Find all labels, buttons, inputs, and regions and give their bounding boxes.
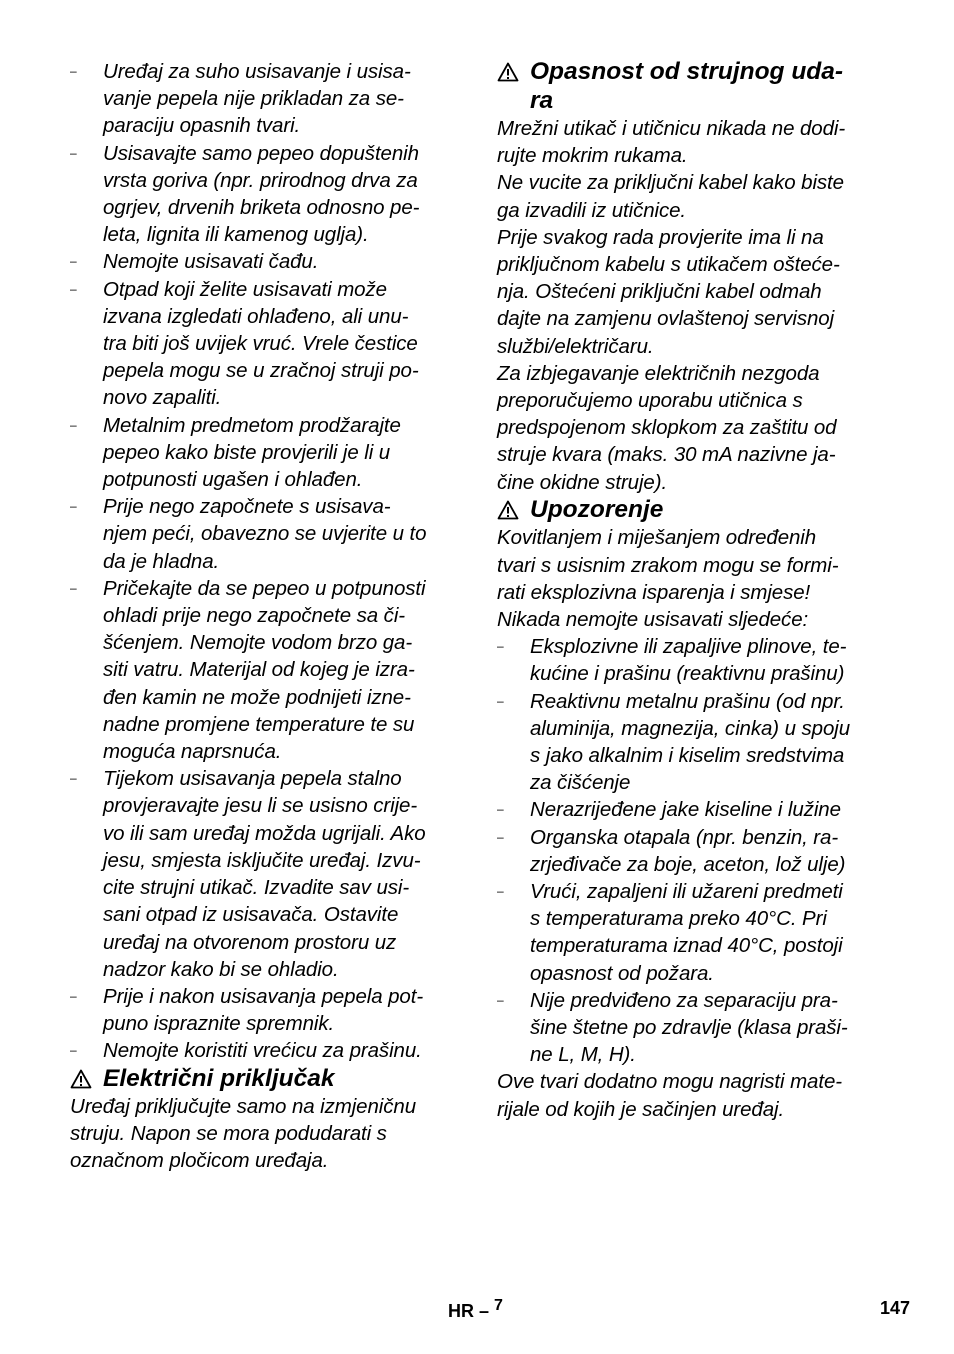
text-line: struje kvara (maks. 30 mA nazivne ja- (497, 443, 836, 467)
text-line: označnom pločicom uređaja. (70, 1149, 329, 1173)
text-line: izvana izgledati ohlađeno, ali unu- (103, 304, 409, 328)
text-line: Otpad koji želite usisavati može (103, 277, 387, 301)
text-line: Kovitlanjem i miješanjem određenih (497, 526, 817, 550)
dash-bullet: – (70, 145, 77, 160)
list-item (70, 140, 462, 249)
list-item (70, 765, 462, 983)
text-line: čine okidne struje). (497, 470, 668, 494)
page-number: 147 (879, 1298, 910, 1318)
text-line: za čišćenje (530, 771, 631, 795)
text-line: uređaj na otvorenom prostoru uz (103, 930, 397, 954)
text-line: Prije nego započnete s usisava- (103, 495, 391, 519)
text-line: preporučujemo uporabu utičnica s (497, 389, 803, 413)
text-line: njem peći, obavezno se uvjerite u to (103, 522, 427, 546)
warning-triangle-icon (497, 500, 519, 520)
text-line: zrjeđivače za boje, aceton, lož ulje) (530, 852, 846, 876)
text-line: nja. Oštećeni priključni kabel odmah (497, 280, 822, 304)
dash-bullet: – (497, 883, 504, 898)
list-item (70, 276, 462, 412)
text-line: predspojenom sklopkom za zaštitu od (497, 416, 837, 440)
dash-bullet: – (70, 1043, 77, 1058)
right-column (497, 58, 889, 1123)
text-line: potpunosti ugašen i ohlađen. (103, 468, 363, 492)
section-heading-warning (497, 496, 889, 525)
text-line: ne L, M, H). (530, 1043, 636, 1067)
electric-shock-paragraph (497, 224, 889, 360)
text-line: ga izvadili iz utičnice. (497, 198, 687, 222)
heading-text: Upozorenje (530, 495, 664, 523)
text-line: rati eksplozivna isparenja i smjese! (497, 580, 811, 604)
dash-bullet: – (70, 64, 77, 78)
text-line: šine štetne po zdravlje (klasa praši- (530, 1016, 848, 1039)
text-line: struju. Napon se mora podudarati s (70, 1122, 387, 1146)
language-code: HR – (448, 1301, 490, 1321)
electrical-connection-paragraph (70, 1093, 462, 1175)
text-line: tra biti još uvijek vruć. Vrele čestice (103, 332, 418, 356)
list-item (70, 575, 462, 765)
text-line: vanje pepela nije prikladan za se- (103, 87, 404, 111)
list-item (70, 1037, 462, 1064)
text-line: dajte na zamjenu ovlaštenoj servisnoj (497, 307, 835, 331)
text-line: rujte mokrim rukama. (497, 144, 688, 168)
text-line: Reaktivnu metalnu prašinu (od npr. (530, 689, 845, 713)
text-line: pepeo kako biste provjerili je li u (103, 440, 391, 464)
text-line: Usisavajte samo pepeo dopuštenih (103, 141, 419, 165)
dash-bullet: – (497, 992, 504, 1007)
text-line: Tijekom usisavanja pepela stalno (103, 767, 402, 791)
text-line: pepela mogu se u zračnoj struji po- (103, 359, 419, 383)
text-line: siti vatru. Materijal od kojeg je izra- (103, 658, 415, 682)
text-line: Nikada nemojte usisavati sljedeće: (497, 607, 809, 631)
text-line: Ove tvari dodatno mogu nagristi mate- (497, 1070, 842, 1094)
warning-triangle-icon (497, 62, 519, 82)
text-line: Vrući, zapaljeni ili užareni predmeti (530, 879, 843, 903)
text-line: puno ispraznite spremnik. (103, 1012, 335, 1036)
list-item (70, 493, 462, 575)
text-line: nadne promjene temperature te su (103, 712, 415, 736)
list-item (70, 58, 462, 140)
electric-shock-paragraph (497, 360, 889, 496)
left-column (70, 58, 462, 1175)
dash-bullet: – (497, 802, 504, 817)
list-item (497, 878, 889, 987)
text-line: s jako alkalnim i kiselim sredstvima (530, 743, 845, 767)
text-line: da je hladna. (103, 549, 220, 573)
text-line: temperaturama iznad 40°C, postoji (530, 934, 843, 958)
warning-outro-paragraph (497, 1068, 889, 1122)
text-line: Pričekajte da se pepeo u potpunosti (103, 576, 426, 600)
text-line: aluminija, magnezija, cinka) u spoju (530, 716, 851, 740)
text-line: tvari s usisnim zrakom mogu se formi- (497, 553, 839, 577)
text-line: opasnost od požara. (530, 961, 714, 985)
text-line: službi/električaru. (497, 334, 654, 358)
text-line: Ne vucite za priključni kabel kako biste (497, 171, 844, 195)
text-line: Prije svakog rada provjerite ima li na (497, 225, 824, 249)
dash-bullet: – (70, 499, 77, 514)
list-item (497, 987, 889, 1069)
dash-bullet: – (70, 254, 77, 269)
text-line: Prije i nakon usisavanja pepela pot- (103, 984, 424, 1008)
text-line: ohladi prije nego započnete sa či- (103, 604, 406, 628)
text-line: Uređaj za suho usisavanje i usisa- (103, 60, 411, 83)
heading-text-line: ra (530, 86, 554, 114)
text-line: novo zapaliti. (103, 386, 222, 410)
dash-bullet: – (70, 281, 77, 296)
warning-triangle-icon (70, 1069, 92, 1089)
text-line: Uređaj priključujte samo na izmjeničnu (70, 1095, 416, 1119)
text-line: moguća naprsnuća. (103, 740, 282, 764)
forbidden-substances-list (497, 633, 889, 1068)
section-number: 7 (494, 1297, 503, 1314)
text-line: Eksplozivne ili zapaljive plinove, te- (530, 635, 847, 659)
dash-bullet: – (70, 771, 77, 786)
dash-bullet: – (70, 580, 77, 595)
text-line: priključnom kabelu s utikačem ošteće- (497, 253, 840, 277)
text-line: Za izbjegavanje električnih nezgoda (497, 361, 820, 385)
text-line: Nerazrijeđene jake kiseline i lužine (530, 798, 841, 822)
text-line: Organska otapala (npr. benzin, ra- (530, 825, 839, 849)
text-line: nadzor kako bi se ohladio. (103, 957, 339, 981)
list-item (70, 412, 462, 494)
heading-text: Električni priključak (103, 1064, 335, 1092)
list-item (497, 824, 889, 878)
text-line: đen kamin ne može podnijeti izne- (103, 685, 411, 709)
dash-bullet: – (497, 829, 504, 844)
electric-shock-paragraph (497, 169, 889, 223)
text-line: Nemojte koristiti vrećicu za prašinu. (103, 1039, 422, 1063)
page-section-label (448, 1297, 503, 1322)
section-heading-electric-shock (497, 58, 889, 115)
text-line: jesu, smjesta isključite uređaj. Izvu- (103, 848, 421, 872)
dash-bullet: – (497, 639, 504, 654)
text-line: Metalnim predmetom prodžarajte (103, 413, 401, 437)
text-line: paraciju opasnih tvari. (103, 114, 301, 138)
section-heading-electrical-connection (70, 1065, 462, 1094)
text-line: Nije predviđeno za separaciju pra- (530, 988, 838, 1012)
text-line: kućine i prašinu (reaktivnu prašinu) (530, 662, 845, 686)
text-line: sani otpad iz usisavača. Ostavite (103, 903, 399, 927)
text-line: rijale od kojih je sačinjen uređaj. (497, 1097, 785, 1121)
list-item (497, 796, 889, 823)
text-line: leta, lignita ili kamenog uglja). (103, 223, 369, 247)
dash-bullet: – (70, 417, 77, 432)
text-line: cite strujni utikač. Izvadite sav usi- (103, 876, 410, 900)
left-warning-list (70, 58, 462, 1065)
dash-bullet: – (70, 988, 77, 1003)
text-line: Nemojte usisavati čađu. (103, 250, 319, 274)
heading-text-line: Opasnost od strujnog uda- (530, 58, 844, 85)
text-line: vo ili sam uređaj možda ugrijali. Ako (103, 821, 426, 845)
text-line: Mrežni utikač i utičnicu nikada ne dodi- (497, 117, 846, 140)
text-line: s temperaturama preko 40°C. Pri (530, 907, 827, 931)
warning-intro-paragraph (497, 524, 889, 633)
list-item (497, 688, 889, 797)
list-item (497, 633, 889, 687)
text-line: provjeravajte jesu li se usisno crije- (103, 794, 418, 818)
list-item (70, 248, 462, 275)
electric-shock-paragraph (497, 115, 889, 169)
text-line: vrsta goriva (npr. prirodnog drva za (103, 168, 418, 192)
list-item (70, 983, 462, 1037)
dash-bullet: – (497, 693, 504, 708)
text-line: šćenjem. Nemojte vodom brzo ga- (103, 631, 413, 655)
text-line: ogrjev, drvenih briketa odnosno pe- (103, 196, 420, 220)
